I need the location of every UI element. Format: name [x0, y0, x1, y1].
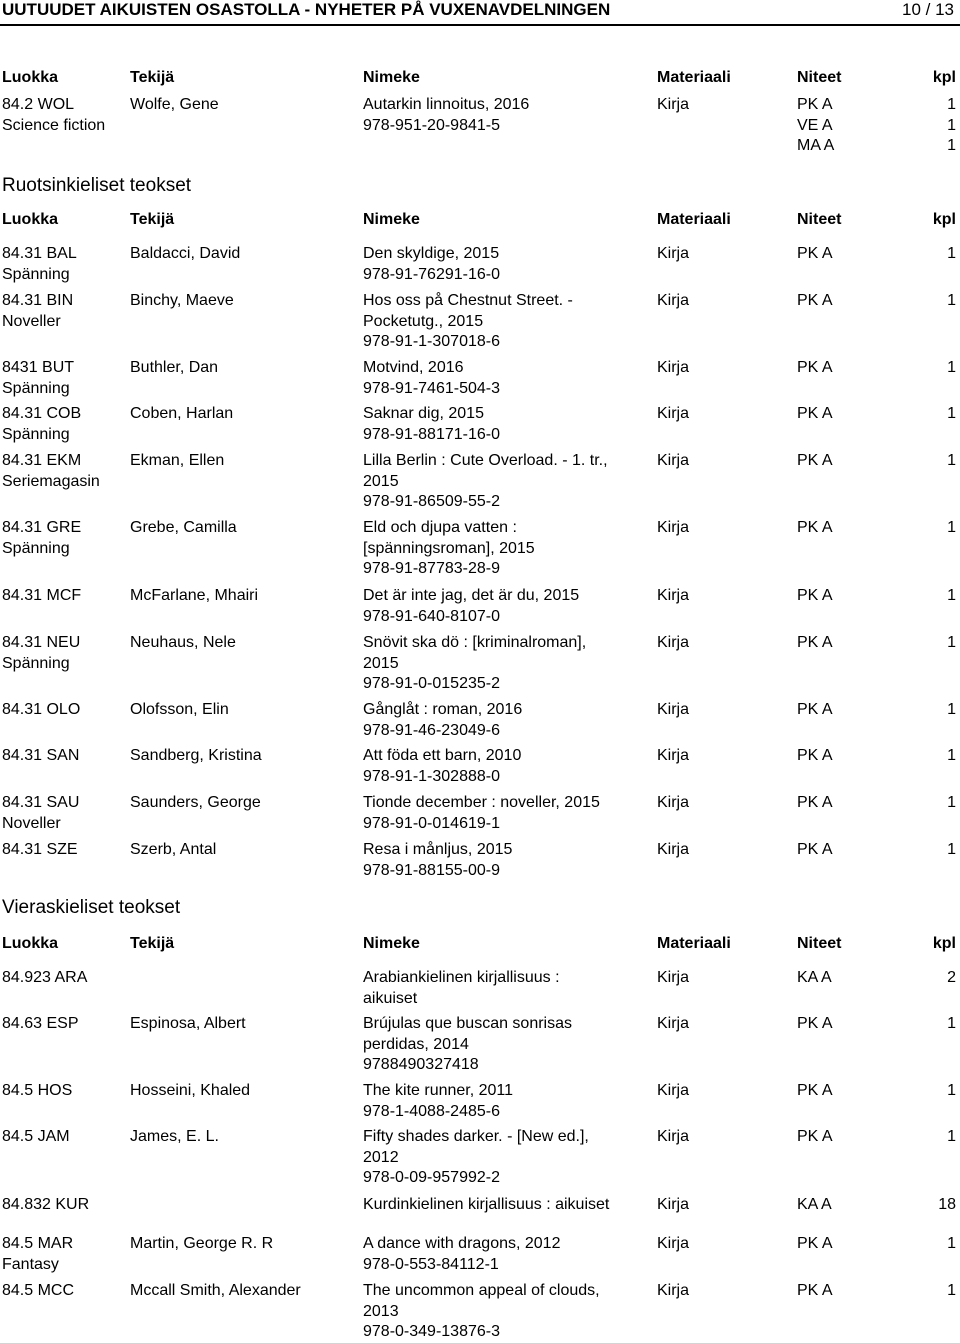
cell-kpl: [947, 1081, 956, 1102]
cell-niteet-line: PK A: [797, 587, 833, 604]
cell-materiaali: Kirja: [657, 96, 690, 113]
cell-nimeke-line: 978-91-0-014619-1: [363, 814, 500, 832]
column-header-tekij: Tekijä: [130, 69, 175, 86]
cell-nimeke: [363, 1081, 513, 1122]
page-header: [0, 0, 960, 24]
cell-nimeke-line: Hos oss på Chestnut Street. -: [363, 292, 573, 309]
cell-luokka-line: Noveller: [2, 312, 61, 330]
section-title: Vieraskieliset teokset: [2, 897, 181, 918]
cell-niteet: [797, 700, 833, 721]
cell-luokka-line: 84.31 EKM: [2, 452, 82, 469]
cell-kpl: [947, 700, 956, 721]
column-header-kpl: kpl: [932, 211, 956, 228]
cell-nimeke-line: 978-0-09-957992-2: [363, 1169, 500, 1186]
cell-nimeke-line: The uncommon appeal of clouds,: [363, 1282, 600, 1299]
cell-materiaali: Kirja: [657, 1128, 690, 1145]
cell-nimeke-line: Att föda ett barn, 2010: [363, 747, 522, 764]
cell-niteet: [797, 358, 833, 379]
cell-nimeke-line: 2015: [363, 654, 399, 672]
cell-niteet: [797, 244, 833, 265]
cell-nimeke-line: 2013: [363, 1302, 399, 1320]
cell-luokka: [2, 586, 81, 607]
cell-kpl: [947, 518, 956, 539]
cell-nimeke-line: Snövit ska dö : [kriminalroman],: [363, 634, 587, 651]
cell-nimeke: [363, 1234, 560, 1275]
cell-nimeke-line: Pocketutg., 2015: [363, 312, 484, 330]
cell-nimeke: [363, 358, 500, 399]
cell-niteet-line: PK A: [797, 634, 833, 651]
cell-nimeke-line: 2012: [363, 1148, 399, 1166]
cell-tekija: Sandberg, Kristina: [130, 747, 262, 764]
cell-luokka-line: 84.5 HOS: [2, 1082, 73, 1099]
cell-tekija: Baldacci, David: [130, 245, 241, 262]
cell-niteet: [797, 1014, 833, 1035]
cell-nimeke-line: Brújulas que buscan sonrisas: [363, 1015, 573, 1032]
cell-nimeke-line: Fifty shades darker. - [New ed.],: [363, 1128, 589, 1145]
cell-materiaali: Kirja: [657, 841, 690, 858]
column-header-nimeke: Nimeke: [363, 211, 420, 228]
cell-luokka-line: 84.923 ARA: [2, 969, 88, 986]
cell-nimeke-line: 978-91-76291-16-0: [363, 265, 500, 283]
cell-luokka: [2, 1195, 89, 1216]
cell-niteet: [797, 451, 833, 472]
cell-kpl-line: 1: [947, 1235, 956, 1252]
cell-nimeke-line: 978-91-1-302888-0: [363, 767, 500, 785]
cell-nimeke-line: 978-91-46-23049-6: [363, 721, 500, 739]
cell-nimeke-line: The kite runner, 2011: [363, 1082, 514, 1099]
cell-nimeke-line: 978-1-4088-2485-6: [363, 1102, 500, 1120]
cell-luokka: [2, 1234, 73, 1275]
column-header-materiaali: Materiaali: [657, 69, 731, 86]
cell-luokka: [2, 746, 79, 767]
cell-nimeke-line: 978-91-1-307018-6: [363, 333, 500, 350]
cell-materiaali: Kirja: [657, 519, 690, 536]
cell-niteet: [797, 633, 833, 654]
cell-tekija: Mccall Smith, Alexander: [130, 1282, 301, 1299]
cell-kpl-line: 1: [947, 1082, 956, 1099]
cell-nimeke: [363, 518, 535, 580]
cell-tekija: Martin, George R. R: [130, 1235, 274, 1252]
cell-nimeke: [363, 1195, 609, 1216]
cell-luokka-line: 84.31 SZE: [2, 841, 78, 858]
column-header-nimeke: Nimeke: [363, 935, 420, 952]
cell-materiaali: Kirja: [657, 747, 690, 764]
cell-kpl-line: 1: [947, 1015, 956, 1032]
cell-niteet-line: PK A: [797, 359, 833, 376]
cell-luokka: [2, 518, 81, 559]
cell-nimeke-line: 978-91-88171-16-0: [363, 425, 500, 443]
cell-tekija: McFarlane, Mhairi: [130, 587, 259, 604]
cell-niteet: [797, 95, 834, 157]
cell-kpl: [947, 451, 956, 472]
header-divider: [0, 24, 960, 26]
column-header-luokka: Luokka: [2, 69, 59, 86]
cell-kpl-line: 1: [947, 634, 956, 651]
cell-kpl-line: 1: [947, 587, 956, 604]
cell-luokka: [2, 1281, 74, 1302]
column-header-tekij: Tekijä: [130, 935, 175, 952]
cell-kpl-line: 1: [947, 292, 956, 309]
cell-niteet: [797, 1195, 832, 1216]
cell-niteet-line: PK A: [797, 1128, 833, 1145]
cell-luokka-line: 84.2 WOL: [2, 96, 75, 113]
cell-niteet-line: VE A: [797, 116, 833, 134]
cell-luokka-line: 84.31 SAU: [2, 794, 80, 811]
cell-kpl-line: 1: [947, 137, 956, 154]
cell-niteet-line: KA A: [797, 969, 832, 986]
cell-luokka: [2, 1127, 70, 1148]
cell-kpl: [947, 968, 956, 989]
cell-nimeke: [363, 1281, 600, 1343]
column-header-materiaali: Materiaali: [657, 211, 731, 228]
cell-nimeke: [363, 1014, 572, 1076]
column-header-kpl: kpl: [932, 935, 956, 952]
cell-kpl-line: 18: [938, 1196, 956, 1213]
cell-materiaali: Kirja: [657, 1282, 690, 1299]
cell-nimeke: [363, 244, 500, 285]
cell-nimeke: [363, 95, 529, 136]
cell-luokka: [2, 840, 78, 861]
cell-kpl: [947, 95, 956, 157]
cell-tekija: Olofsson, Elin: [130, 701, 229, 718]
cell-luokka-line: Spänning: [2, 654, 70, 672]
cell-nimeke-line: Kurdinkielinen kirjallisuus : aikuiset: [363, 1196, 610, 1213]
cell-luokka: [2, 1081, 72, 1102]
cell-luokka-line: 84.31 MCF: [2, 587, 82, 604]
cell-materiaali: Kirja: [657, 1082, 690, 1099]
cell-nimeke: [363, 1127, 589, 1189]
cell-nimeke-line: 978-91-7461-504-3: [363, 379, 500, 397]
cell-nimeke: [363, 746, 521, 787]
cell-tekija: Neuhaus, Nele: [130, 634, 236, 651]
cell-niteet-line: PK A: [797, 1282, 833, 1299]
cell-luokka-line: Spänning: [2, 425, 70, 443]
page-title: UUTUUDET AIKUISTEN OSASTOLLA - NYHETER PÅ VUXENAVDELNINGEN: [2, 0, 611, 19]
cell-niteet-line: PK A: [797, 1015, 833, 1032]
cell-nimeke-line: Saknar dig, 2015: [363, 405, 484, 422]
cell-nimeke-line: [spänningsroman], 2015: [363, 539, 535, 557]
cell-nimeke: [363, 968, 560, 1009]
cell-nimeke-line: 978-0-349-13876-3: [363, 1323, 500, 1340]
cell-niteet-line: PK A: [797, 292, 833, 309]
column-header-nimeke: Nimeke: [363, 69, 420, 86]
cell-luokka-line: Noveller: [2, 814, 61, 832]
cell-materiaali: Kirja: [657, 969, 690, 986]
cell-niteet: [797, 1234, 833, 1255]
cell-materiaali: Kirja: [657, 359, 690, 376]
cell-tekija: James, E. L.: [130, 1128, 219, 1145]
cell-niteet-line: PK A: [797, 841, 833, 858]
cell-tekija: Coben, Harlan: [130, 405, 234, 422]
cell-tekija: Ekman, Ellen: [130, 452, 225, 469]
cell-tekija: Binchy, Maeve: [130, 292, 234, 309]
cell-luokka-line: 84.832 KUR: [2, 1196, 90, 1213]
cell-niteet: [797, 1281, 833, 1302]
cell-luokka: [2, 244, 77, 285]
cell-materiaali: Kirja: [657, 1196, 690, 1213]
cell-niteet-line: PK A: [797, 96, 833, 113]
cell-nimeke-line: 978-0-553-84112-1: [363, 1255, 499, 1273]
cell-nimeke-line: 978-91-0-015235-2: [363, 675, 500, 692]
cell-luokka-line: 84.31 COB: [2, 405, 82, 422]
cell-nimeke-line: Gånglåt : roman, 2016: [363, 701, 523, 718]
cell-luokka: [2, 291, 73, 332]
cell-nimeke-line: perdidas, 2014: [363, 1035, 469, 1053]
cell-tekija: Buthler, Dan: [130, 359, 219, 376]
cell-niteet-line: PK A: [797, 245, 833, 262]
cell-kpl: [947, 633, 956, 654]
cell-niteet: [797, 746, 833, 767]
section-title: Ruotsinkieliset teokset: [2, 175, 192, 196]
page-number: 10 / 13: [902, 0, 954, 19]
column-header-niteet: Niteet: [797, 69, 842, 86]
cell-kpl: [947, 404, 956, 425]
cell-nimeke-line: 2015: [363, 472, 399, 490]
cell-tekija: Hosseini, Khaled: [130, 1082, 251, 1099]
cell-niteet: [797, 404, 833, 425]
cell-nimeke-line: Det är inte jag, det är du, 2015: [363, 587, 580, 604]
cell-tekija: Espinosa, Albert: [130, 1015, 246, 1032]
cell-niteet-line: PK A: [797, 405, 833, 422]
cell-nimeke-line: 978-91-88155-00-9: [363, 861, 500, 879]
cell-kpl-line: 1: [947, 701, 956, 718]
cell-luokka: [2, 95, 105, 136]
cell-materiaali: Kirja: [657, 1015, 690, 1032]
cell-niteet-line: PK A: [797, 1235, 833, 1252]
cell-luokka-line: Fantasy: [2, 1255, 59, 1273]
cell-kpl: [947, 1281, 956, 1302]
cell-niteet-line: KA A: [797, 1196, 832, 1213]
cell-luokka: [2, 451, 100, 492]
cell-niteet: [797, 291, 833, 312]
cell-kpl-line: 1: [947, 359, 956, 376]
cell-kpl-line: 1: [947, 96, 956, 113]
cell-nimeke-line: Motvind, 2016: [363, 359, 464, 376]
cell-niteet: [797, 1081, 833, 1102]
cell-niteet-line: PK A: [797, 519, 833, 536]
cell-niteet-line: PK A: [797, 747, 833, 764]
cell-nimeke-line: Den skyldige, 2015: [363, 245, 500, 262]
cell-luokka-line: Spänning: [2, 265, 70, 283]
cell-luokka-line: Seriemagasin: [2, 472, 100, 490]
cell-luokka-line: Science fiction: [2, 116, 106, 134]
cell-nimeke: [363, 291, 573, 353]
cell-kpl: [947, 244, 956, 265]
cell-nimeke-line: 978-91-86509-55-2: [363, 493, 500, 510]
cell-nimeke-line: 978-951-20-9841-5: [363, 116, 500, 134]
cell-luokka-line: 8431 BUT: [2, 359, 75, 376]
cell-materiaali: Kirja: [657, 1235, 690, 1252]
cell-luokka: [2, 358, 74, 399]
cell-niteet: [797, 793, 833, 814]
cell-luokka-line: 84.31 OLO: [2, 701, 81, 718]
cell-luokka-line: 84.31 NEU: [2, 634, 81, 651]
column-header-luokka: Luokka: [2, 211, 59, 228]
cell-luokka-line: Spänning: [2, 539, 70, 557]
cell-luokka-line: 84.5 JAM: [2, 1128, 70, 1145]
cell-kpl: [947, 291, 956, 312]
cell-kpl-line: 1: [947, 1128, 956, 1145]
cell-luokka: [2, 968, 87, 989]
cell-tekija: Saunders, George: [130, 794, 261, 811]
cell-kpl: [947, 793, 956, 814]
cell-nimeke-line: aikuiset: [363, 989, 418, 1007]
cell-niteet-line: MA A: [797, 137, 835, 154]
column-header-luokka: Luokka: [2, 935, 59, 952]
cell-niteet: [797, 518, 833, 539]
column-header-materiaali: Materiaali: [657, 935, 731, 952]
cell-nimeke-line: Eld och djupa vatten :: [363, 519, 517, 536]
cell-materiaali: Kirja: [657, 794, 690, 811]
cell-nimeke: [363, 586, 579, 627]
cell-luokka: [2, 633, 80, 674]
cell-materiaali: Kirja: [657, 587, 690, 604]
cell-niteet-line: PK A: [797, 452, 833, 469]
cell-nimeke: [363, 451, 608, 513]
cell-materiaali: Kirja: [657, 452, 690, 469]
cell-tekija: Wolfe, Gene: [130, 96, 219, 113]
cell-luokka-line: 84.5 MCC: [2, 1282, 75, 1299]
cell-niteet-line: PK A: [797, 794, 833, 811]
cell-kpl: [947, 1014, 956, 1035]
cell-luokka: [2, 700, 80, 721]
cell-nimeke-line: Tionde december : noveller, 2015: [363, 794, 600, 811]
cell-kpl-line: 1: [947, 116, 956, 134]
cell-luokka: [2, 404, 81, 445]
cell-kpl-line: 1: [947, 794, 956, 811]
cell-kpl-line: 1: [947, 519, 956, 536]
cell-luokka-line: 84.5 MAR: [2, 1235, 74, 1252]
cell-niteet-line: PK A: [797, 1082, 833, 1099]
cell-nimeke: [363, 404, 500, 445]
cell-luokka-line: Spänning: [2, 379, 70, 397]
cell-tekija: Grebe, Camilla: [130, 519, 237, 536]
cell-nimeke-line: Arabiankielinen kirjallisuus :: [363, 969, 560, 986]
cell-kpl-line: 1: [947, 1282, 956, 1299]
cell-nimeke: [363, 700, 522, 741]
cell-niteet: [797, 1127, 833, 1148]
cell-luokka-line: 84.63 ESP: [2, 1015, 79, 1032]
cell-nimeke-line: Autarkin linnoitus, 2016: [363, 96, 530, 113]
column-header-kpl: kpl: [932, 69, 956, 86]
cell-kpl-line: 1: [947, 452, 956, 469]
cell-luokka-line: 84.31 BIN: [2, 292, 74, 309]
cell-kpl-line: 1: [947, 405, 956, 422]
cell-niteet-line: PK A: [797, 701, 833, 718]
cell-niteet: [797, 586, 833, 607]
cell-kpl-line: 2: [947, 969, 956, 986]
cell-niteet: [797, 840, 833, 861]
cell-nimeke-line: 978-91-640-8107-0: [363, 607, 500, 625]
cell-kpl-line: 1: [947, 747, 956, 764]
cell-luokka: [2, 1014, 79, 1035]
cell-nimeke-line: Resa i månljus, 2015: [363, 841, 513, 858]
cell-kpl: [938, 1195, 956, 1216]
cell-nimeke: [363, 633, 586, 695]
cell-kpl: [947, 586, 956, 607]
cell-luokka-line: 84.31 BAL: [2, 245, 77, 262]
cell-niteet: [797, 968, 832, 989]
cell-materiaali: Kirja: [657, 634, 690, 651]
cell-kpl: [947, 1127, 956, 1148]
cell-nimeke-line: 978-91-87783-28-9: [363, 560, 500, 577]
cell-materiaali: Kirja: [657, 292, 690, 309]
cell-tekija: Szerb, Antal: [130, 841, 217, 858]
cell-kpl-line: 1: [947, 841, 956, 858]
column-header-niteet: Niteet: [797, 935, 842, 952]
cell-nimeke-line: 9788490327418: [363, 1056, 479, 1073]
cell-kpl: [947, 1234, 956, 1255]
cell-kpl: [947, 358, 956, 379]
column-header-niteet: Niteet: [797, 211, 842, 228]
cell-nimeke-line: Lilla Berlin : Cute Overload. - 1. tr.,: [363, 452, 608, 469]
cell-nimeke: [363, 793, 600, 834]
cell-luokka: [2, 793, 79, 834]
column-header-tekij: Tekijä: [130, 211, 175, 228]
cell-kpl: [947, 746, 956, 767]
cell-luokka-line: 84.31 SAN: [2, 747, 80, 764]
cell-kpl: [947, 840, 956, 861]
cell-materiaali: Kirja: [657, 245, 690, 262]
cell-kpl-line: 1: [947, 245, 956, 262]
cell-materiaali: Kirja: [657, 405, 690, 422]
cell-nimeke: [363, 840, 512, 881]
cell-luokka-line: 84.31 GRE: [2, 519, 82, 536]
cell-materiaali: Kirja: [657, 701, 690, 718]
cell-nimeke-line: A dance with dragons, 2012: [363, 1235, 561, 1252]
